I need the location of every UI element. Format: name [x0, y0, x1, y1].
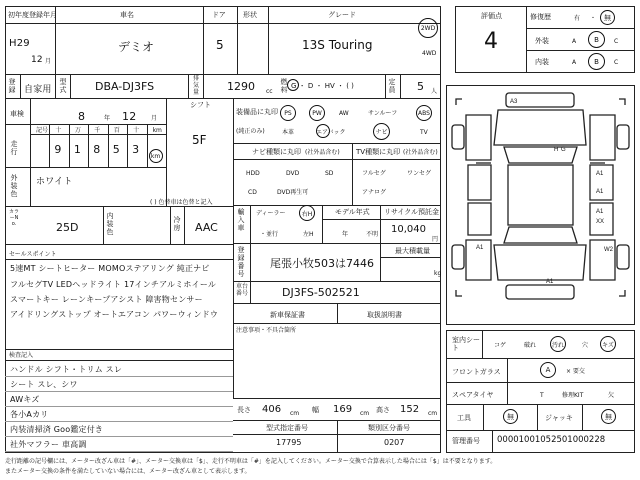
diagram-label-a1-r1: A1	[596, 189, 604, 195]
notes-label: 注意事項・不具合箇所	[236, 327, 297, 334]
nav-cd: CD	[248, 189, 257, 196]
divider	[507, 358, 508, 382]
diagram-label-a1-fr: A1	[596, 171, 604, 177]
divider	[5, 406, 233, 407]
left-front-door	[468, 165, 491, 200]
repair-yes: 有	[574, 15, 581, 22]
diagram-label-g: G	[561, 147, 566, 153]
divider	[582, 404, 583, 430]
equipment-subtitle: (純正のみ)	[236, 128, 265, 135]
jack-value: 無	[601, 409, 616, 424]
wheel-fl	[452, 125, 464, 149]
divider	[352, 143, 353, 205]
divider	[446, 382, 635, 383]
nav-subtitle: (社外品含む)	[305, 149, 340, 156]
divider	[380, 205, 381, 243]
tools-value: 無	[503, 409, 518, 424]
divider	[400, 74, 401, 98]
divider	[203, 74, 204, 98]
owner-manual: 取扱説明書	[367, 311, 402, 319]
color-no-label: カラーNo.	[8, 209, 19, 227]
left-front-fender	[466, 115, 491, 160]
divider	[250, 243, 251, 281]
nav-dvd-play: DVD再生可	[277, 189, 309, 196]
fuel-label: 燃料	[280, 78, 288, 94]
length-label: 長さ	[237, 406, 251, 414]
divider	[322, 205, 323, 243]
model-year-unit: 年	[342, 231, 349, 238]
divider	[446, 430, 635, 431]
right-front-fender	[590, 115, 615, 160]
divider	[30, 98, 31, 206]
divider	[5, 259, 233, 260]
sheet-burn: コゲ	[494, 342, 507, 349]
divider	[250, 281, 251, 303]
separator: ・	[590, 15, 597, 22]
score-value: 4	[484, 29, 498, 54]
exterior-color: ホワイト	[36, 177, 73, 187]
divider	[537, 404, 538, 430]
divider	[5, 206, 233, 207]
repair-label: 修復歴	[530, 13, 551, 21]
selling-line-1: 5速MT シートヒーター MOMOステアリング 純正ナビ	[10, 264, 210, 273]
type-spec-value: 17795	[276, 438, 302, 447]
equip-ps: PS	[280, 105, 296, 121]
divider	[237, 6, 238, 74]
car-name-label: 車名	[120, 11, 134, 19]
mileage-header: km	[152, 127, 162, 134]
divider	[49, 124, 50, 167]
selling-points-label: セールスポイント	[9, 251, 57, 258]
rear-window	[504, 227, 577, 243]
front-glass-value: A	[540, 362, 556, 378]
divider	[482, 330, 483, 358]
inspection-label: 車検	[10, 110, 24, 118]
nav-hdd: HDD	[246, 170, 260, 177]
right-rear-fender	[590, 240, 615, 280]
ext-grade-a: A	[572, 38, 577, 45]
capacity-label: 定員	[388, 78, 396, 94]
divider	[88, 124, 89, 167]
nav-dvd: DVD	[286, 170, 300, 177]
divider	[233, 281, 441, 282]
windshield	[504, 147, 577, 163]
first-reg-label: 初年度登録年月	[8, 11, 57, 19]
divider	[188, 74, 189, 98]
persons-unit: 人	[431, 88, 438, 95]
inspector-line: 社外マフラー 車高調	[10, 440, 87, 449]
divider	[380, 243, 381, 281]
diagram-label-a1-r2: A1	[596, 209, 604, 215]
divider	[166, 98, 167, 206]
month-unit: 月	[45, 58, 52, 65]
footer-note-1: 走行距離の記号欄には、メーター改ざん車は「#」、メーター交換車は「$」、走行不明車は「#」を記入してください。メーター交換で合算表示した場合には「$」は不要となります。	[5, 458, 497, 465]
hood	[494, 110, 586, 145]
import-parallel: ・並行	[260, 231, 279, 238]
ext-grade-b: B	[588, 31, 605, 48]
import-left-hand: 左H	[303, 231, 314, 238]
divider	[5, 23, 441, 24]
management-number: 00001001052501000228	[497, 435, 606, 445]
recycle-yen: 円	[432, 236, 439, 243]
nav-sd: SD	[325, 170, 334, 177]
inspector-label: 検査記入	[9, 352, 34, 359]
divider	[20, 74, 21, 98]
selling-line-2: フルセグTV LEDヘッドライト 17インチアルミホイール	[10, 280, 217, 289]
width-label: 幅	[312, 406, 319, 414]
recycle-label: リサイクル預託金	[384, 208, 440, 216]
inspector-line: AWキズ	[10, 395, 40, 404]
equip-tv: TV	[420, 129, 428, 136]
spare-tire-kit: 修理KIT	[562, 392, 584, 399]
management-label: 管理番号	[452, 437, 480, 445]
ac-value: AAC	[195, 221, 218, 234]
shape-label: 形状	[243, 11, 257, 19]
chassis-label: 車台番号	[236, 283, 249, 297]
equipment-title: 装備品に丸印	[236, 108, 278, 116]
diagram-label-h: H	[554, 147, 559, 153]
divider	[203, 6, 204, 74]
divider	[233, 98, 234, 398]
class-label: 類別区分番号	[368, 424, 410, 432]
tv-subtitle: (社外品含む)	[403, 149, 438, 156]
fuel-options: G ・ D ・ HV ・ ( )	[291, 82, 354, 90]
divider	[5, 451, 233, 452]
rear-bumper	[506, 285, 574, 299]
roof	[508, 165, 573, 225]
divider	[250, 205, 251, 243]
divider	[322, 219, 441, 220]
equip-airbag: エアバック	[316, 129, 346, 136]
divider	[233, 398, 441, 399]
inspector-line: 内装清掃済 Goo鑑定付き	[10, 425, 104, 434]
equip-nav: ナビ	[373, 123, 390, 140]
interior-color-label: 内装色	[106, 212, 114, 236]
inspection-year: 8	[78, 110, 86, 123]
divider	[147, 124, 148, 167]
recycle-value: 10,040	[391, 224, 426, 235]
displacement-value: 1290	[227, 80, 255, 93]
divider	[5, 436, 233, 437]
sheet-tear: 破れ	[524, 342, 537, 349]
divider	[55, 74, 56, 98]
mileage-label: 走行	[10, 140, 18, 156]
divider	[446, 404, 635, 405]
new-car-warranty: 新車保証書	[270, 311, 305, 319]
type-spec-label: 型式指定番号	[266, 424, 308, 432]
inspection-year-unit: 年	[104, 115, 111, 122]
model-year-label: モデル年式	[335, 208, 370, 216]
divider	[233, 205, 441, 206]
selling-line-3: スマートキー レーンキープアシスト 障害物センサー	[10, 295, 203, 304]
divider	[337, 303, 338, 323]
repair-no: 無	[600, 10, 615, 25]
equip-leather: 本革	[282, 129, 295, 136]
exterior-label: 外装色	[10, 174, 18, 198]
inspector-line: シート スレ、シワ	[10, 380, 78, 389]
displacement-label: 排気量	[192, 75, 199, 96]
interior-sheet-label: 室内シート	[452, 336, 480, 352]
equip-aw: AW	[339, 110, 349, 117]
divider	[5, 244, 233, 245]
divider	[5, 376, 233, 377]
divider	[233, 159, 441, 160]
reg-label: 登録	[8, 78, 16, 94]
footer-note-2: またメーター交換の条件を満たしていない場合には、メーター改ざん車として表示します。	[5, 468, 251, 475]
front-glass-label: フロントガラス	[452, 368, 501, 376]
divider	[233, 434, 441, 435]
jack-label: ジャッキ	[545, 414, 573, 422]
sheet-scratch: キズ	[600, 336, 616, 352]
mileage-km-circle: km	[149, 149, 163, 163]
divider	[108, 124, 109, 167]
sheet-stain: 汚れ	[550, 336, 566, 352]
plate-number: 尾張小牧503は7446	[270, 257, 374, 270]
mileage-header: 千	[94, 127, 101, 134]
divider	[5, 349, 233, 350]
mileage-header: 百	[113, 127, 120, 134]
exterior-grade-label: 外装	[535, 37, 549, 45]
import-dealer: ディーラー	[256, 210, 286, 217]
diagram-label-a1-rl: A1	[476, 245, 484, 251]
capacity-value: 5	[417, 80, 424, 93]
shift-label: シフト	[190, 101, 211, 109]
grade-label: グレード	[328, 11, 356, 19]
max-load-unit: kg	[434, 270, 442, 277]
car-diagram	[446, 85, 635, 325]
wheel-rr	[617, 245, 629, 269]
equip-sunroof: サンルーフ	[368, 110, 398, 117]
divider	[70, 74, 71, 98]
diagram-label-a1-rb: A1	[546, 279, 554, 285]
sheet-hole: 穴	[582, 342, 589, 349]
divider	[233, 143, 441, 144]
doors-label: ドア	[212, 11, 226, 19]
tools-label: 工具	[457, 414, 471, 422]
length-value: 406	[262, 404, 282, 415]
divider	[127, 124, 128, 167]
int-grade-c: C	[614, 59, 619, 66]
corner-bracket-tl	[456, 99, 462, 105]
divider	[526, 28, 635, 29]
first-reg-era-year: H29	[9, 38, 30, 49]
max-load-label: 最大積載量	[395, 247, 430, 255]
tv-title: TV種類に丸印	[356, 148, 401, 156]
int-grade-b: B	[588, 53, 605, 70]
plate-label: 登録番号	[237, 246, 245, 278]
ac-label: 冷房	[173, 216, 181, 232]
spare-tire-t: T	[540, 392, 544, 399]
equip-abs: ABS	[416, 105, 432, 121]
corner-bracket-bl	[456, 290, 462, 296]
tv-analog: アナログ	[362, 189, 387, 196]
interior-grade-label: 内装	[535, 58, 549, 66]
length-unit: cm	[290, 410, 300, 417]
spare-tire-missing: 欠	[608, 392, 615, 399]
divider	[5, 391, 233, 392]
width-unit: cm	[360, 410, 370, 417]
divider	[507, 382, 508, 404]
reg-type: 自家用	[24, 85, 52, 95]
divider	[492, 430, 493, 453]
divider	[483, 404, 484, 430]
import-label: 輸入車	[237, 208, 245, 232]
int-grade-a: A	[572, 59, 577, 66]
equip-pw: PW	[309, 105, 325, 121]
diagram-label-w2: W2	[604, 247, 613, 253]
width-value: 169	[333, 404, 353, 415]
corner-bracket-br	[619, 290, 625, 296]
inspector-line: 各小Aカリ	[10, 410, 49, 419]
divider	[5, 360, 233, 361]
divider	[233, 323, 441, 324]
wheel-fr	[617, 125, 629, 149]
divider	[526, 6, 527, 73]
score-label: 評価点	[481, 12, 502, 20]
divider	[184, 206, 185, 244]
divider	[170, 206, 171, 244]
model-value: DBA-DJ3FS	[95, 80, 155, 93]
divider	[55, 6, 56, 74]
mileage-digit: 9	[54, 143, 62, 156]
tv-oneseg: ワンセグ	[407, 170, 432, 177]
shift-value: 5F	[192, 133, 207, 147]
height-unit: cm	[428, 410, 438, 417]
wheel-rl	[452, 245, 464, 269]
divider	[446, 358, 635, 359]
doors-value: 5	[216, 38, 224, 52]
divider	[337, 420, 338, 453]
corner-bracket-tr	[619, 99, 625, 105]
divider	[5, 421, 233, 422]
divider	[233, 243, 441, 244]
divider	[5, 167, 166, 168]
mileage-header: 記号	[36, 127, 49, 134]
mileage-header: 十	[133, 127, 140, 134]
height-label: 高さ	[376, 406, 390, 414]
inspection-month: 12	[122, 110, 137, 123]
cc-unit: cc	[266, 88, 273, 95]
diagram-label-a3: A3	[510, 99, 518, 105]
spare-tire-label: スペアタイヤ	[452, 391, 494, 399]
mileage-digit: 8	[93, 143, 101, 156]
drive-2wd-circle: 2WD	[418, 18, 438, 38]
model-year-unknown: 不明	[366, 231, 379, 238]
color-no-value: 25D	[56, 221, 79, 234]
left-rear-door	[468, 203, 491, 235]
divider	[103, 206, 104, 244]
mileage-digit: 1	[73, 143, 81, 156]
divider	[69, 124, 70, 167]
divider	[385, 74, 386, 98]
height-value: 152	[400, 404, 420, 415]
grade-value: 13S Touring	[302, 38, 373, 52]
drive-4wd: 4WD	[422, 50, 437, 57]
divider	[380, 257, 441, 258]
import-right-hand: 右H	[299, 205, 315, 221]
car-name: デミオ	[118, 40, 155, 54]
divider	[5, 98, 441, 99]
selling-line-4: アイドリングストップ オートエアコン パワーウィンドウ	[10, 310, 219, 319]
front-glass-need: × 要交	[566, 368, 585, 375]
ext-grade-c: C	[614, 38, 619, 45]
mileage-digit: 3	[132, 143, 140, 156]
model-label: 型式	[59, 78, 67, 94]
divider	[268, 6, 269, 74]
nav-title: ナビ種類に丸印	[252, 148, 301, 156]
tv-fullseg: フルセグ	[362, 170, 386, 177]
first-reg-month: 12	[31, 55, 43, 65]
mileage-digit: 5	[112, 143, 120, 156]
diagram-label-xx: XX	[596, 219, 605, 225]
trunk	[494, 245, 586, 280]
mileage-header: 万	[74, 127, 81, 134]
inspection-month-unit: 月	[151, 115, 158, 122]
divider	[526, 50, 635, 51]
chassis-number: DJ3FS-502521	[282, 286, 360, 299]
mileage-header: 十	[55, 127, 62, 134]
inspector-line: ハンドル シフト・トリム スレ	[10, 365, 123, 374]
exterior-note: ( ) 色替車は色替と記入	[150, 199, 213, 206]
class-value: 0207	[384, 438, 405, 447]
